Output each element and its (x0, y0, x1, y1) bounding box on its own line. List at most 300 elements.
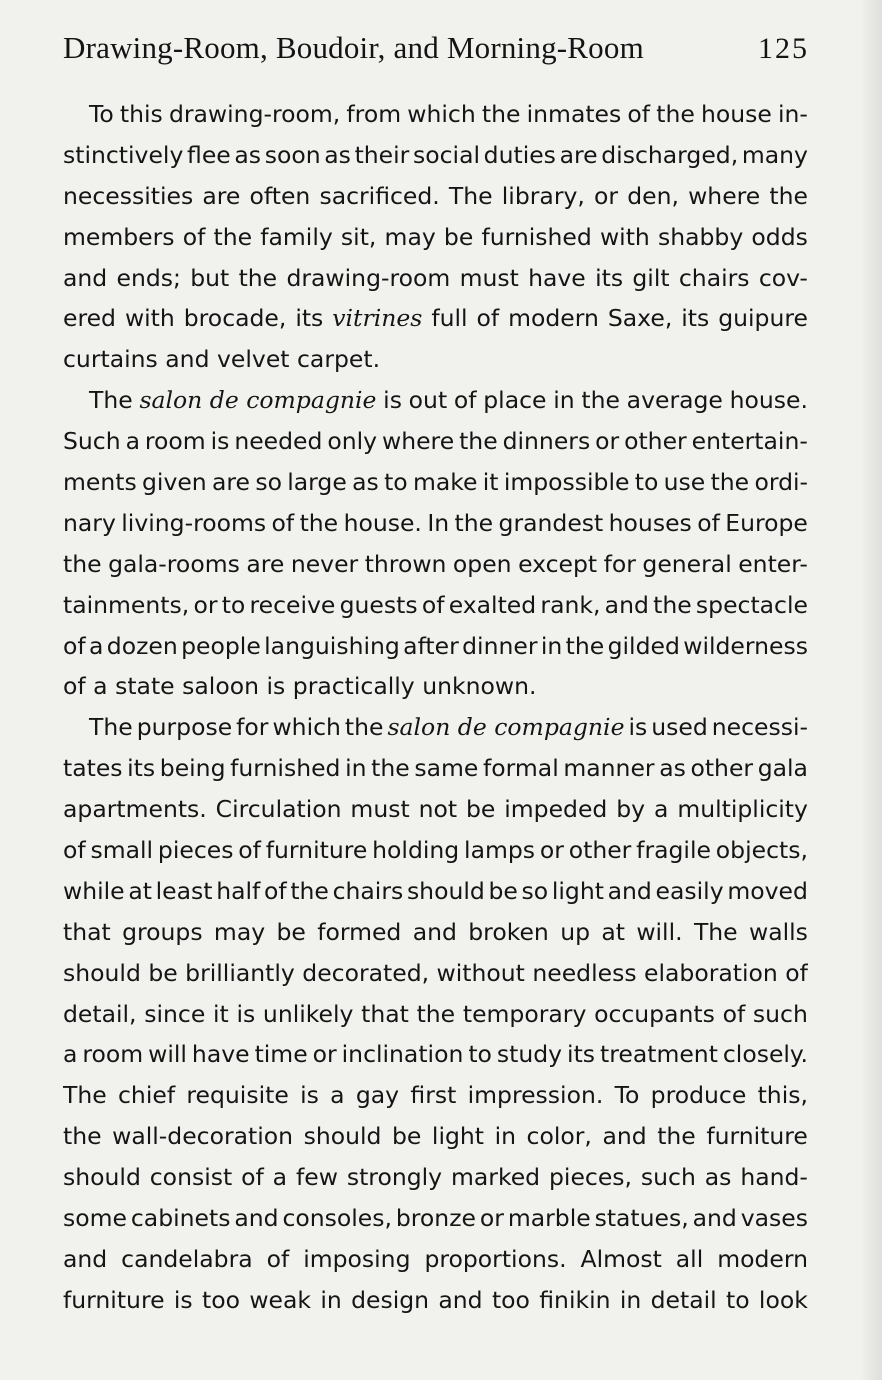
word: brilliantly (185, 958, 295, 987)
word: the (63, 549, 102, 578)
word: multiplicity (677, 795, 808, 824)
word: it (212, 999, 229, 1028)
word: ments (63, 468, 137, 497)
word: living-rooms (121, 508, 267, 537)
word: and (165, 345, 210, 374)
word: but (190, 263, 230, 292)
word: of (627, 100, 651, 128)
word: the (299, 508, 339, 537)
text-line (63, 912, 808, 953)
word: too (491, 1285, 530, 1314)
word: the (653, 590, 692, 619)
word: detail (650, 1285, 717, 1314)
word: detail, (63, 999, 137, 1028)
word: be (392, 1122, 422, 1151)
word: its (595, 263, 624, 292)
word: furnished (481, 222, 592, 251)
page-edge-shadow (860, 0, 882, 1380)
text-line (63, 298, 808, 339)
word: of (697, 508, 720, 537)
word: of (453, 386, 477, 415)
word: light (431, 1122, 485, 1151)
word: its (127, 754, 156, 783)
word: The (448, 181, 493, 210)
word: other (568, 836, 632, 865)
word: to (634, 468, 659, 497)
word: stinctively (63, 140, 184, 169)
word: flee (187, 140, 231, 169)
word: its (567, 1040, 596, 1069)
word: often (249, 181, 311, 210)
word: their (354, 140, 410, 169)
word: where (381, 427, 455, 456)
word: produce (650, 1081, 747, 1110)
italic-word: salon de compagnie (139, 386, 377, 415)
word: is (173, 1285, 193, 1314)
word: nary (63, 508, 116, 537)
word: modern (717, 1244, 808, 1273)
word: consist (149, 1163, 233, 1192)
running-title: Drawing-Room, Boudoir, and Morning-Room (63, 30, 644, 65)
word: of (421, 590, 445, 619)
word: rank, (540, 590, 601, 619)
text-line (63, 666, 808, 707)
word: imposing (303, 1244, 411, 1273)
paragraph (63, 94, 808, 380)
word: the (657, 1122, 696, 1151)
word: sit, (340, 222, 377, 251)
word: of (476, 304, 500, 333)
word: the (769, 181, 808, 210)
word: a (125, 427, 140, 456)
word: its (295, 304, 324, 333)
word: except (518, 549, 598, 578)
word: is (236, 999, 256, 1028)
word: some (63, 1204, 127, 1233)
word: drawing-room (286, 263, 451, 292)
word: be (443, 222, 474, 251)
word: of (263, 876, 287, 905)
word: look (758, 1285, 808, 1314)
word: carpet. (297, 345, 381, 374)
word: walls (749, 917, 808, 946)
word: the (290, 876, 329, 905)
word: for (236, 713, 269, 742)
text-line (63, 217, 808, 258)
word: not (418, 795, 458, 824)
word: gilt (632, 263, 670, 292)
word: consoles, (282, 1204, 392, 1233)
word: so (521, 876, 549, 905)
word: ered (63, 304, 116, 333)
word: tates (63, 754, 123, 783)
word: needless (532, 958, 637, 987)
text-line (63, 1157, 808, 1198)
word: the (459, 427, 498, 456)
word: is (300, 1081, 319, 1110)
word: saloon (182, 672, 259, 701)
word: statues, (594, 1204, 689, 1233)
word: in (540, 631, 563, 660)
word: curtains (63, 345, 158, 374)
word: to (384, 468, 408, 497)
word: in (345, 754, 367, 783)
word: grandest (498, 508, 604, 537)
word: spectacle (695, 590, 808, 619)
text-line (63, 258, 808, 299)
word: open (452, 549, 512, 578)
word: room (144, 427, 206, 456)
word: large (287, 468, 347, 497)
body-text (63, 94, 808, 1321)
word: as (659, 754, 686, 783)
word: formal (483, 754, 559, 783)
word: is (383, 386, 402, 415)
word: inmates (526, 100, 622, 128)
word: have (528, 263, 586, 292)
word: bronze (395, 1204, 476, 1233)
word: chairs (678, 263, 750, 292)
word: many (741, 140, 808, 169)
word: gay (355, 1081, 400, 1110)
word: drawing-room, (168, 100, 341, 128)
word: wall-decoration (112, 1122, 294, 1151)
word: dinner (462, 631, 538, 660)
word: or (312, 1040, 337, 1069)
word: of (238, 836, 261, 865)
word: design (351, 1285, 430, 1314)
word: shabby (657, 222, 744, 251)
word: purpose (136, 713, 233, 742)
word: such (752, 999, 808, 1028)
word: color, (526, 1122, 592, 1151)
word: and (234, 1204, 279, 1233)
word: same (414, 754, 479, 783)
italic-word: salon de compagnie (387, 713, 625, 742)
word: and (412, 917, 457, 946)
text-line (63, 871, 808, 912)
word: a (63, 1040, 78, 1069)
word: of (271, 508, 295, 537)
word: since (144, 999, 206, 1028)
word: out (408, 386, 448, 415)
word: with (599, 222, 650, 251)
word: or (479, 1204, 504, 1233)
word: be (276, 917, 306, 946)
word: other (690, 754, 754, 783)
word: that (63, 917, 111, 946)
word: house. (729, 386, 808, 415)
text-line (63, 1075, 808, 1116)
page-header (63, 30, 809, 72)
text-line (63, 1034, 808, 1075)
word: The (63, 1081, 107, 1110)
word: the (238, 263, 278, 292)
word: unknown. (422, 672, 537, 701)
word: and (63, 263, 108, 292)
word: Saxe, (607, 304, 673, 333)
text-line (63, 1198, 808, 1239)
text-line (63, 748, 808, 789)
word: dinners (502, 427, 591, 456)
word: strongly (346, 1163, 443, 1192)
word: should (303, 1122, 382, 1151)
word: half (216, 876, 261, 905)
word: To (614, 1081, 640, 1110)
word: by (616, 795, 646, 824)
word: groups (122, 917, 203, 946)
word: a (272, 1163, 288, 1192)
word: To (89, 100, 114, 128)
word: or (594, 181, 619, 210)
text-line (63, 707, 808, 748)
word: guipure (718, 304, 808, 333)
word: necessi- (711, 713, 808, 742)
word: its (681, 304, 710, 333)
word: impression. (467, 1081, 604, 1110)
word: moved (727, 876, 808, 905)
word: hand- (740, 1163, 808, 1192)
word: and (438, 1285, 483, 1314)
word: a (93, 672, 108, 701)
word: this (119, 100, 163, 128)
word: as (352, 468, 379, 497)
word: holding (372, 836, 460, 865)
word: the (565, 631, 605, 660)
word: velvet (217, 345, 290, 374)
word: needed (234, 427, 323, 456)
word: the (213, 222, 253, 251)
word: to (726, 1285, 750, 1314)
word: wilderness (683, 631, 808, 660)
word: general (642, 549, 732, 578)
word: proportions. (424, 1244, 567, 1273)
word: members (63, 222, 175, 251)
word: only (327, 427, 378, 456)
word: necessities (63, 181, 194, 210)
word: used (651, 713, 708, 742)
word: a (89, 631, 104, 660)
word: treatment (600, 1040, 718, 1069)
word: never (290, 549, 359, 578)
word: least (155, 876, 213, 905)
word: Almost (580, 1244, 662, 1273)
word: enter- (738, 549, 808, 578)
word: the (454, 508, 494, 537)
word: brocade, (183, 304, 287, 333)
word: of (785, 958, 808, 987)
word: and (604, 590, 649, 619)
word: or (595, 427, 620, 456)
word: should (406, 876, 485, 905)
word: with (124, 304, 175, 333)
word: all (675, 1244, 704, 1273)
word: as (234, 140, 262, 169)
text-line (63, 1280, 808, 1321)
word: ends; (116, 263, 181, 292)
word: in (320, 1285, 342, 1314)
text-line (63, 789, 808, 830)
text-line (63, 994, 808, 1035)
word: or (193, 590, 218, 619)
word: are (212, 468, 251, 497)
word: small (90, 836, 154, 865)
word: at (128, 876, 152, 905)
word: will. (636, 917, 683, 946)
word: cov- (758, 263, 808, 292)
word: up (560, 917, 590, 946)
word: apartments. (63, 795, 207, 824)
word: of (63, 836, 86, 865)
word: time (254, 1040, 308, 1069)
word: guests (339, 590, 418, 619)
word: lamps (464, 836, 536, 865)
word: may (213, 917, 266, 946)
word: receive (249, 590, 336, 619)
word: family (260, 222, 333, 251)
word: Such (63, 427, 121, 456)
word: are (202, 181, 241, 210)
word: impeded (504, 795, 608, 824)
word: and (602, 1122, 647, 1151)
word: elaboration (644, 958, 778, 987)
word: light (551, 876, 604, 905)
word: are (246, 549, 285, 578)
word: cabinets (130, 1204, 231, 1233)
word: it (482, 468, 499, 497)
word: and (63, 1244, 108, 1273)
paragraph (63, 707, 808, 1320)
text-line (63, 503, 808, 544)
word: formed (317, 917, 402, 946)
word: is (266, 672, 286, 701)
word: the (656, 100, 695, 128)
word: this, (757, 1081, 808, 1110)
word: vases (740, 1204, 808, 1233)
word: the (710, 468, 750, 497)
word: furniture (706, 1122, 808, 1151)
word: in (619, 1285, 642, 1314)
word: while (63, 876, 125, 905)
word: house. (343, 508, 422, 537)
word: to (221, 590, 246, 619)
word: the (63, 1122, 102, 1151)
word: The (693, 917, 738, 946)
word: temporary (462, 999, 587, 1028)
word: is (628, 713, 648, 742)
word: requisite (186, 1081, 289, 1110)
word: of (722, 999, 746, 1028)
text-line (63, 176, 808, 217)
word: study (496, 1040, 563, 1069)
text-line (63, 94, 808, 135)
text-line (63, 953, 808, 994)
word: tainments, (63, 590, 190, 619)
word: which (272, 713, 341, 742)
word: a (330, 1081, 345, 1110)
word: ordi- (754, 468, 808, 497)
word: state (115, 672, 175, 701)
word: impossible (503, 468, 630, 497)
word: soon (264, 140, 321, 169)
word: full (431, 304, 468, 333)
word: of (241, 1163, 264, 1192)
word: of (182, 222, 206, 251)
word: few (295, 1163, 338, 1192)
word: weak (249, 1285, 311, 1314)
word: pieces, (549, 1163, 632, 1192)
word: fragile (636, 836, 711, 865)
word: a (654, 795, 669, 824)
word: average (626, 386, 723, 415)
word: of (63, 631, 86, 660)
word: as (324, 140, 351, 169)
word: in (494, 1122, 516, 1151)
word: broken (468, 917, 549, 946)
word: of (63, 672, 86, 701)
word: the (581, 386, 620, 415)
word: discharged, (601, 140, 739, 169)
text-line (63, 626, 808, 667)
text-line (63, 1116, 808, 1157)
word: the (371, 754, 410, 783)
word: chairs (332, 876, 404, 905)
word: finikin (539, 1285, 611, 1314)
text-line (63, 380, 808, 421)
word: that (361, 999, 409, 1028)
word: chief (118, 1081, 176, 1110)
word: sacrificed. (319, 181, 440, 210)
word: use (663, 468, 706, 497)
text-line (63, 1239, 808, 1280)
word: such (640, 1163, 696, 1192)
word: should (63, 958, 141, 987)
paragraph (63, 380, 808, 707)
word: or (539, 836, 564, 865)
text-line (63, 421, 808, 462)
word: gilded (607, 631, 680, 660)
word: den, (627, 181, 679, 210)
word: in (553, 386, 575, 415)
word: modern (508, 304, 599, 333)
word: be (148, 958, 178, 987)
word: Circulation (215, 795, 342, 824)
word: after (403, 631, 459, 660)
word: of (266, 1244, 290, 1273)
page-number: 125 (758, 32, 809, 65)
text-line (63, 544, 808, 585)
word: room (82, 1040, 144, 1069)
word: should (63, 1163, 141, 1192)
word: thrown (364, 549, 447, 578)
word: marble (507, 1204, 591, 1233)
word: pieces (157, 836, 234, 865)
word: duties (483, 140, 556, 169)
word: objects, (715, 836, 808, 865)
word: closely. (722, 1040, 808, 1069)
word: easily (655, 876, 724, 905)
word: place (483, 386, 547, 415)
word: at (601, 917, 625, 946)
word: without (436, 958, 525, 987)
word: too (202, 1285, 240, 1314)
word: languishing (264, 631, 400, 660)
word: manner (563, 754, 655, 783)
word: is (210, 427, 230, 456)
text-line (63, 135, 808, 176)
word: have (191, 1040, 250, 1069)
word: must (459, 263, 519, 292)
